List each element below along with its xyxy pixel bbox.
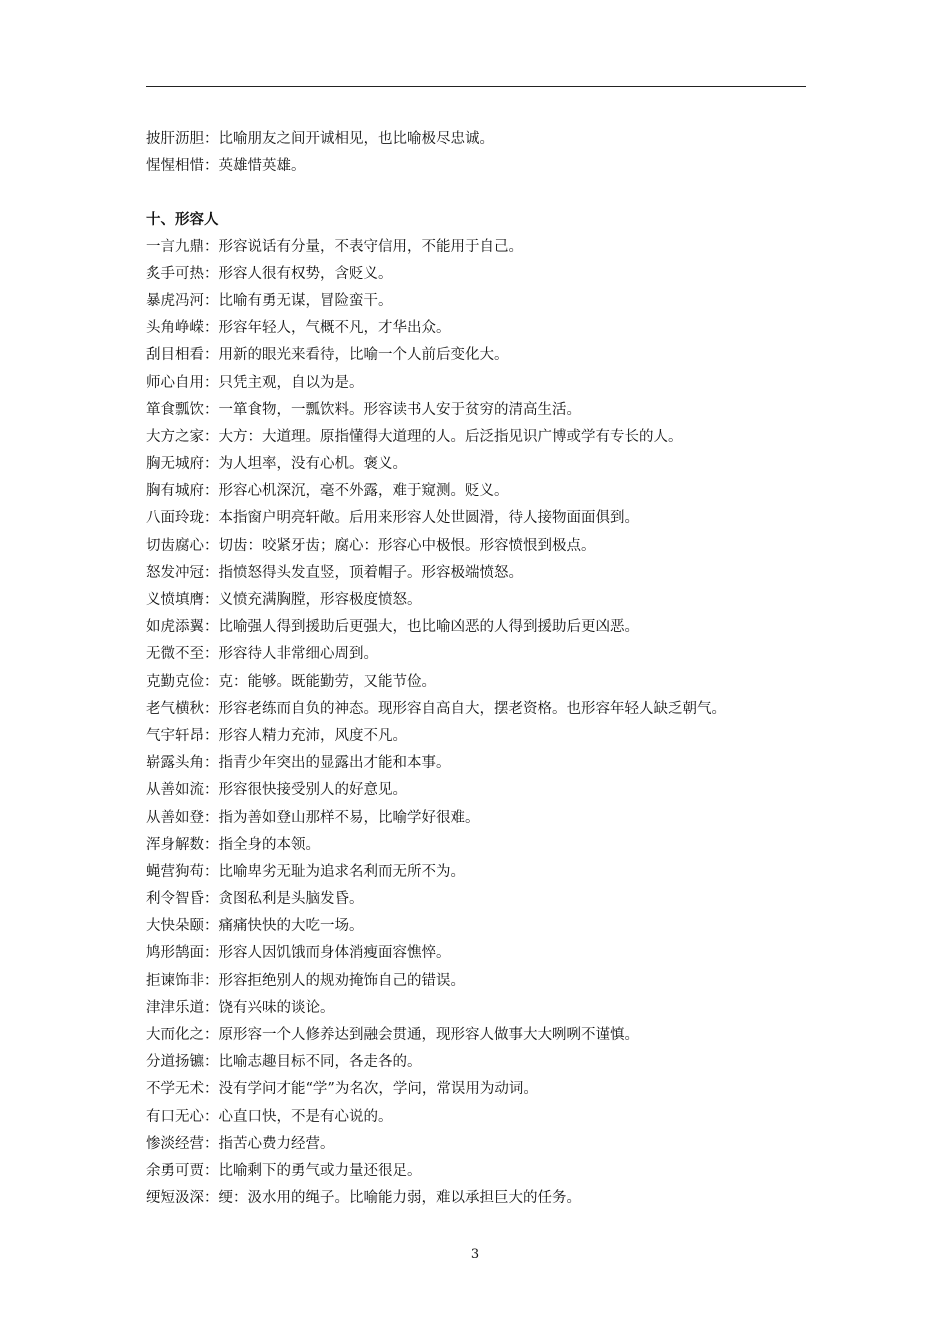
entry-line: 浑身解数：指全身的本领。 <box>146 836 320 853</box>
entry-line: 蝇营狗苟：比喻卑劣无耻为追求名利而无所不为。 <box>146 863 465 880</box>
entry-line: 怒发冲冠：指愤怒得头发直竖，顶着帽子。形容极端愤怒。 <box>146 564 523 581</box>
entry-line: 胸有城府：形容心机深沉，毫不外露，难于窥测。贬义。 <box>146 483 509 500</box>
entry-line: 如虎添翼：比喻强人得到援助后更强大，也比喻凶恶的人得到援助后更凶恶。 <box>146 619 639 636</box>
entry-line: 分道扬镳：比喻志趣目标不同，各走各的。 <box>146 1054 422 1071</box>
entry-line: 利令智昏：贪图私利是头脑发昏。 <box>146 891 364 908</box>
section-spacer <box>146 180 826 206</box>
entry-line: 披肝沥胆：比喻朋友之间开诚相见，也比喻极尽忠诚。 <box>146 131 494 147</box>
entry-line: 从善如登：指为善如登山那样不易，比喻学好很难。 <box>146 809 480 826</box>
section-heading: 十、形容人 <box>146 211 219 229</box>
entry-line: 从善如流：形容很快接受别人的好意见。 <box>146 782 407 799</box>
entry-line: 津津乐道：饶有兴味的谈论。 <box>146 999 335 1016</box>
entry-line: 胸无城府：为人坦率，没有心机。褒义。 <box>146 456 407 473</box>
entry-line: 绠短汲深：绠：汲水用的绳子。比喻能力弱，难以承担巨大的任务。 <box>146 1190 581 1207</box>
entry-line: 八面玲珑：本指窗户明亮轩敞。后用来形容人处世圆滑，待人接物面面俱到。 <box>146 510 639 527</box>
entry-list <box>146 234 826 1213</box>
entry-line: 老气横秋：形容老练而自负的神态。现形容自高自大，摆老资格。也形容年轻人缺乏朝气。 <box>146 700 726 717</box>
entry-line: 余勇可贾：比喻剩下的勇气或力量还很足。 <box>146 1162 422 1179</box>
page-number: 3 <box>470 1247 480 1262</box>
entry-line: 拒谏饰非：形容拒绝别人的规劝掩饰自己的错误。 <box>146 972 465 989</box>
entry-line: 有口无心：心直口快，不是有心说的。 <box>146 1108 393 1125</box>
entry-line: 大方之家：大方：大道理。原指懂得大道理的人。后泛指见识广博或学有专长的人。 <box>146 428 683 445</box>
entry-line: 刮目相看：用新的眼光来看待，比喻一个人前后变化大。 <box>146 347 509 364</box>
entry-line: 气宇轩昂：形容人精力充沛，风度不凡。 <box>146 727 407 744</box>
entry-line: 切齿腐心：切齿：咬紧牙齿；腐心：形容心中极恨。形容愤恨到极点。 <box>146 537 596 554</box>
entry-line: 克勤克俭：克：能够。既能勤劳，又能节俭。 <box>146 673 436 690</box>
entry-line: 一言九鼎：形容说话有分量，不表守信用，不能用于自己。 <box>146 238 523 255</box>
entry-line: 惺惺相惜：英雄惜英雄。 <box>146 158 306 175</box>
entry-line: 炙手可热：形容人很有权势，含贬义。 <box>146 265 393 282</box>
page-content <box>146 126 826 1212</box>
entry-line: 头角峥嵘：形容年轻人，气概不凡，才华出众。 <box>146 320 451 337</box>
entry-line: 大快朵颐：痛痛快快的大吃一场。 <box>146 918 364 935</box>
entry-line: 箪食瓢饮：一箪食物，一瓢饮料。形容读书人安于贫穷的清高生活。 <box>146 401 581 418</box>
entry-line: 大而化之：原形容一个人修养达到融会贯通，现形容人做事大大咧咧不谨慎。 <box>146 1027 639 1043</box>
entry-line: 鸠形鹄面：形容人因饥饿而身体消瘦面容憔悴。 <box>146 945 451 962</box>
entry-line: 崭露头角：指青少年突出的显露出才能和本事。 <box>146 755 451 772</box>
entry-line: 义愤填膺：义愤充满胸膛，形容极度愤怒。 <box>146 592 422 608</box>
entry-line: 不学无术：没有学问才能“学”为名次，学问，常误用为动词。 <box>146 1081 538 1098</box>
entry-line: 暴虎冯河：比喻有勇无谋，冒险蛮干。 <box>146 292 393 309</box>
header-rule <box>146 86 806 87</box>
entry-line: 惨淡经营：指苦心费力经营。 <box>146 1135 335 1152</box>
entry-line: 师心自用：只凭主观，自以为是。 <box>146 374 364 391</box>
entry-line: 无微不至：形容待人非常细心周到。 <box>146 646 378 663</box>
